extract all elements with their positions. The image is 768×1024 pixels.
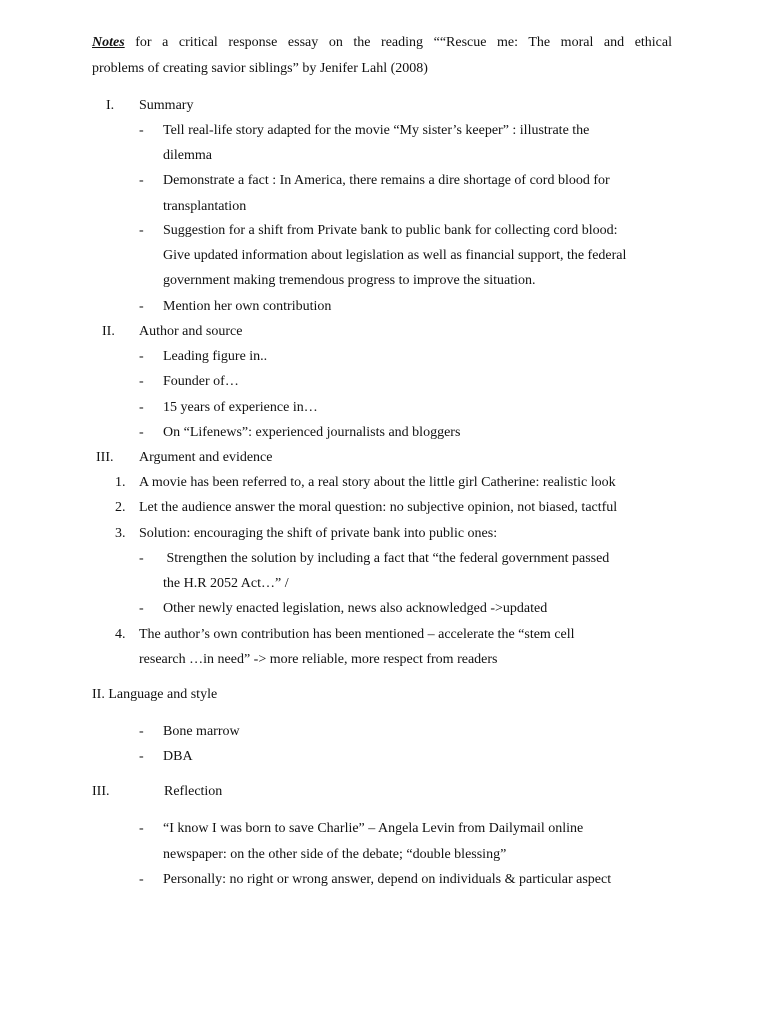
bullet: - <box>139 374 144 389</box>
section-2-numeral: II. <box>102 324 115 339</box>
list-item-line: dilemma <box>163 148 212 163</box>
list-number: 3. <box>115 526 126 541</box>
section-1-title: Summary <box>139 98 194 113</box>
list-number: 2. <box>115 500 126 515</box>
list-item-line: Tell real-life story adapted for the movie “My sister’s keeper” : illustrate the <box>163 123 590 138</box>
list-number: 1. <box>115 475 126 490</box>
list-item-line: Mention her own contribution <box>163 299 332 314</box>
list-item: Bone marrow <box>163 724 240 739</box>
list-item: Founder of… <box>163 374 239 389</box>
list-item-line: government making tremendous progress to improve the situation. <box>163 273 536 288</box>
list-item: On “Lifenews”: experienced journalists and bloggers <box>163 425 461 440</box>
bullet: - <box>139 425 144 440</box>
bullet: - <box>139 821 144 836</box>
bullet: - <box>139 223 144 238</box>
list-item-line: newspaper: on the other side of the debate; “double blessing” <box>163 847 507 862</box>
section-4-heading: II. Language and style <box>92 687 218 702</box>
bullet: - <box>139 123 144 138</box>
list-item-line: research …in need” -> more reliable, more respect from readers <box>139 652 498 667</box>
bullet: - <box>139 349 144 364</box>
list-item-line: Give updated information about legislation as well as financial support, the federal <box>163 248 627 263</box>
header-line-1-text: for a critical response essay on the reading ““Rescue me: The moral and ethical <box>135 35 672 50</box>
bullet: - <box>139 749 144 764</box>
bullet: - <box>139 400 144 415</box>
list-item: Leading figure in.. <box>163 349 268 364</box>
bullet: - <box>139 551 144 566</box>
bullet: - <box>139 872 144 887</box>
list-item-line: The author’s own contribution has been mentioned – accelerate the “stem cell <box>139 627 575 642</box>
list-item-line: Personally: no right or wrong answer, depend on individuals & particular aspect <box>163 872 612 887</box>
list-item-line: Strengthen the solution by including a fact that “the federal government passed <box>163 551 610 566</box>
list-item: 15 years of experience in… <box>163 400 318 415</box>
list-item-line: Let the audience answer the moral question: no subjective opinion, not biased, tactful <box>139 500 618 515</box>
list-item: DBA <box>163 749 193 764</box>
header-line-1 <box>92 34 672 52</box>
section-2-title: Author and source <box>139 324 243 339</box>
list-item-line: A movie has been referred to, a real story about the little girl Catherine: realistic look <box>139 475 616 490</box>
bullet: - <box>139 601 144 616</box>
section-1-numeral: I. <box>106 98 115 113</box>
bullet: - <box>139 173 144 188</box>
list-item-line: Other newly enacted legislation, news also acknowledged ->updated <box>163 601 548 616</box>
list-item-line: Suggestion for a shift from Private bank to public bank for collecting cord blood: <box>163 223 618 238</box>
section-5-numeral: III. <box>92 784 110 799</box>
list-item-line: Demonstrate a fact : In America, there remains a dire shortage of cord blood for <box>163 173 610 188</box>
bullet: - <box>139 724 144 739</box>
list-item-line: transplantation <box>163 199 247 214</box>
bullet: - <box>139 299 144 314</box>
list-item-line: “I know I was born to save Charlie” – Angela Levin from Dailymail online <box>163 821 584 836</box>
notes-word: Notes <box>92 35 125 50</box>
header-line-2: problems of creating savior siblings” by Jenifer Lahl (2008) <box>92 61 428 76</box>
section-3-title: Argument and evidence <box>139 450 273 465</box>
section-5-title: Reflection <box>164 784 223 799</box>
list-number: 4. <box>115 627 126 642</box>
list-item-line: Solution: encouraging the shift of private bank into public ones: <box>139 526 498 541</box>
section-3-numeral: III. <box>96 450 114 465</box>
list-item-line: the H.R 2052 Act…” / <box>163 576 289 591</box>
